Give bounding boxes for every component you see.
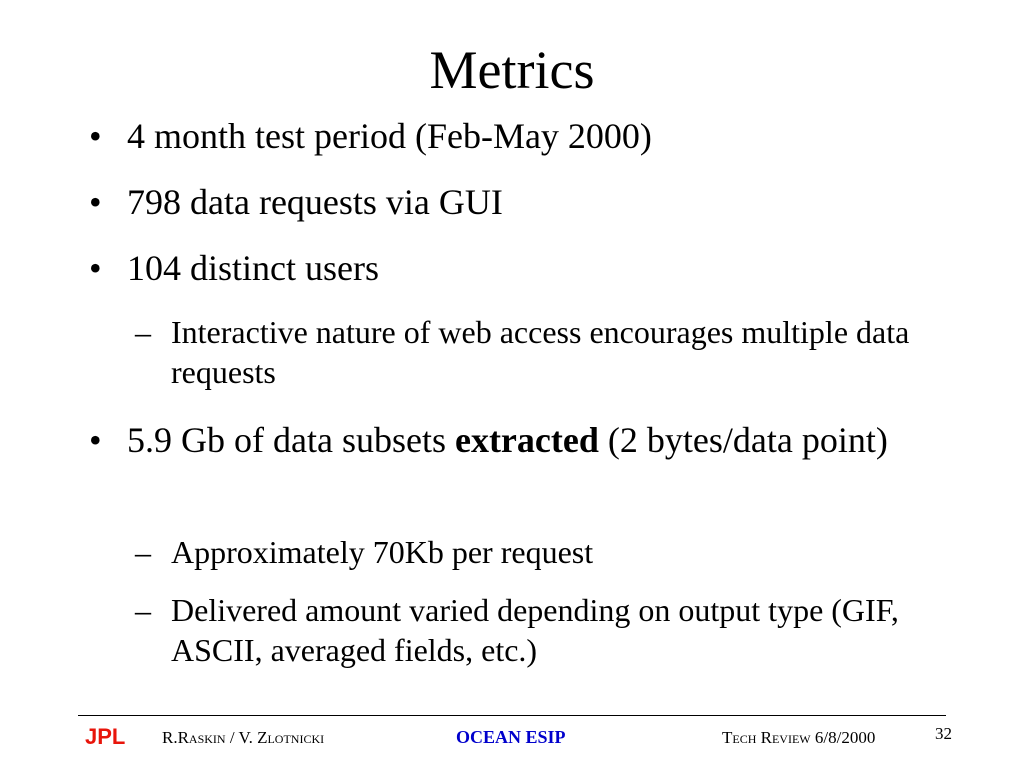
bullet-text: 104 distinct users bbox=[127, 248, 379, 288]
bullet-text-end: (2 bytes/data point) bbox=[598, 420, 888, 460]
bullet-text-start: 5.9 Gb of data subsets bbox=[127, 420, 455, 460]
sub-bullet-mark: – bbox=[135, 314, 151, 350]
bullet-mark: • bbox=[89, 116, 102, 156]
sub-bullet-mark: – bbox=[135, 592, 151, 628]
footer-authors: R.Raskin / V. Zlotnicki bbox=[162, 728, 325, 747]
footer-organization: OCEAN ESIP bbox=[456, 727, 566, 747]
sub-bullet-item bbox=[135, 312, 931, 392]
sub-bullet-item bbox=[135, 532, 931, 572]
bullet-mark: • bbox=[89, 248, 102, 288]
bullet-item bbox=[89, 416, 987, 464]
bullet-mark: • bbox=[89, 182, 102, 222]
bullet-text: 4 month test period (Feb-May 2000) bbox=[127, 116, 652, 156]
bullet-item bbox=[89, 244, 987, 292]
bullet-text: 798 data requests via GUI bbox=[127, 182, 503, 222]
sub-bullet-item bbox=[135, 590, 931, 670]
footer-divider bbox=[78, 715, 946, 716]
sub-bullet-text: Delivered amount varied depending on output type (GIF, ASCII, averaged fields, etc.) bbox=[171, 592, 899, 668]
page-number: 32 bbox=[935, 724, 952, 743]
sub-bullet-mark: – bbox=[135, 534, 151, 570]
bullet-text-emphasis: extracted bbox=[454, 420, 599, 460]
sub-bullet-text: Approximately 70Kb per request bbox=[171, 534, 594, 570]
footer-review-date: Tech Review 6/8/2000 bbox=[722, 728, 876, 747]
bullet-item bbox=[89, 112, 987, 160]
slide-footer bbox=[0, 724, 1024, 754]
bullet-item bbox=[89, 178, 987, 226]
sub-bullet-text: Interactive nature of web access encourages multiple data requests bbox=[171, 314, 910, 390]
jpl-logo: JPL bbox=[85, 724, 126, 749]
slide-title: Metrics bbox=[429, 40, 595, 100]
bullet-mark: • bbox=[89, 420, 102, 460]
